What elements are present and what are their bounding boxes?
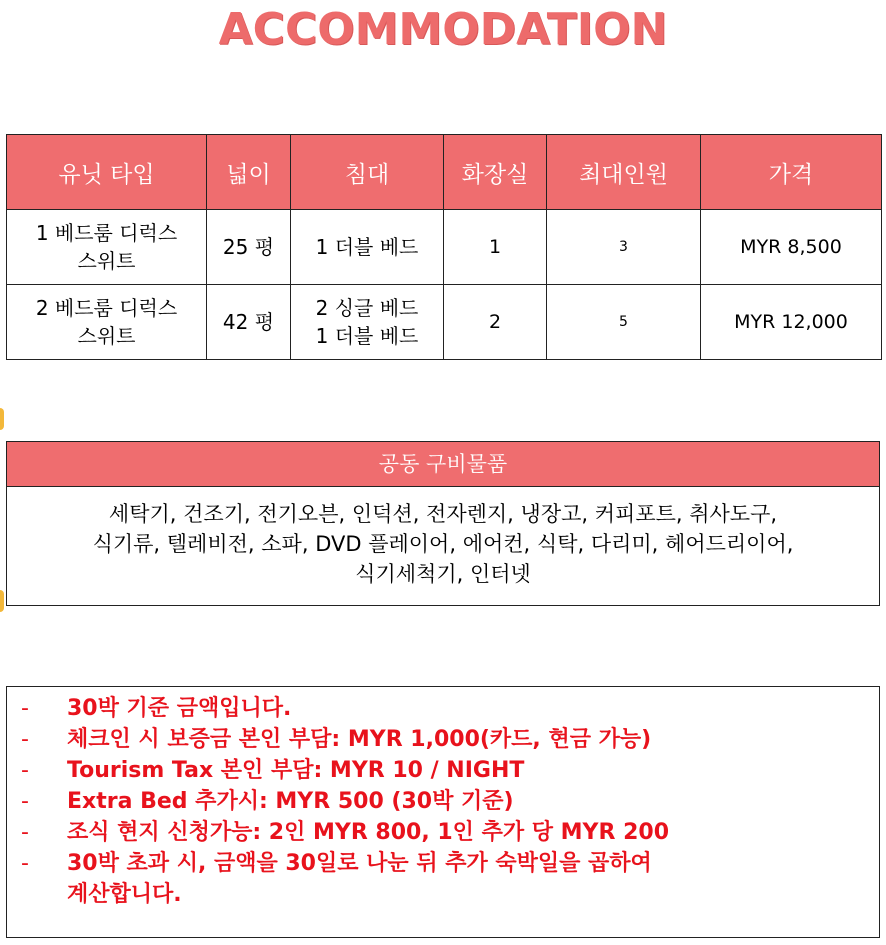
header-beds: 침대 — [291, 135, 444, 210]
amenities-line: 세탁기, 건조기, 전기오븐, 인덕션, 전자렌지, 냉장고, 커피포트, 취사도구, — [108, 502, 778, 526]
bed-line: 1 더블 베드 — [315, 324, 419, 348]
notes-list — [7, 687, 879, 910]
amenities-line: 식기류, 텔레비전, 소파, DVD 플레이어, 에어컨, 식탁, 다리미, 헤어드리이어, — [92, 532, 794, 556]
amenities-list — [7, 487, 879, 589]
decorative-accent — [0, 408, 4, 430]
bullet-dash: - — [21, 851, 29, 876]
cell-price: MYR 12,000 — [701, 285, 882, 360]
table-header-row — [7, 135, 882, 210]
bed-line: 1 더블 베드 — [315, 235, 419, 259]
unit-type-line: 스위트 — [77, 249, 136, 273]
cell-size: 42 평 — [207, 285, 291, 360]
header-size: 넓이 — [207, 135, 291, 210]
note-text: 30박 기준 금액입니다. — [67, 696, 292, 721]
cell-max-guests: 3 — [547, 210, 701, 285]
cell-unit-type — [7, 210, 207, 285]
header-price: 가격 — [701, 135, 882, 210]
note-item — [7, 693, 879, 724]
cell-beds — [291, 285, 444, 360]
table-row — [7, 285, 882, 360]
amenities-line: 식기세척기, 인터넷 — [355, 562, 531, 586]
table-row — [7, 210, 882, 285]
decorative-accent — [0, 590, 4, 612]
note-text: Extra Bed 추가시: MYR 500 (30박 기준) — [67, 789, 514, 814]
note-text: 체크인 시 보증금 본인 부담: MYR 1,000(카드, 현금 가능) — [67, 727, 652, 752]
header-bathrooms: 화장실 — [444, 135, 547, 210]
bullet-dash: - — [21, 820, 29, 845]
cell-size: 25 평 — [207, 210, 291, 285]
unit-type-line: 스위트 — [77, 324, 136, 348]
page-title: ACCOMMODATION — [218, 4, 668, 55]
note-text: 계산합니다. — [67, 882, 182, 907]
cell-price: MYR 8,500 — [701, 210, 882, 285]
note-item — [7, 817, 879, 848]
bullet-dash: - — [21, 696, 29, 721]
header-max-guests: 최대인원 — [547, 135, 701, 210]
bullet-dash: - — [21, 789, 29, 814]
cell-unit-type — [7, 285, 207, 360]
bed-line: 2 싱글 베드 — [315, 296, 419, 320]
note-item — [7, 848, 879, 910]
note-text: Tourism Tax 본인 부담: MYR 10 / NIGHT — [67, 758, 525, 783]
cell-beds — [291, 210, 444, 285]
amenities-box — [6, 441, 880, 606]
notes-box — [6, 686, 880, 938]
bullet-dash: - — [21, 758, 29, 783]
note-item — [7, 724, 879, 755]
note-text: 조식 현지 신청가능: 2인 MYR 800, 1인 추가 당 MYR 200 — [67, 820, 670, 845]
note-text: 30박 초과 시, 금액을 30일로 나눈 뒤 추가 숙박일을 곱하여 — [67, 851, 652, 876]
note-item — [7, 755, 879, 786]
amenities-heading: 공동 구비물품 — [7, 442, 879, 487]
unit-type-line: 1 베드룸 디럭스 — [35, 221, 178, 245]
bullet-dash: - — [21, 727, 29, 752]
unit-type-line: 2 베드룸 디럭스 — [35, 296, 178, 320]
cell-bathrooms: 2 — [444, 285, 547, 360]
cell-max-guests: 5 — [547, 285, 701, 360]
note-item — [7, 786, 879, 817]
header-unit-type: 유닛 타입 — [7, 135, 207, 210]
cell-bathrooms: 1 — [444, 210, 547, 285]
unit-table — [6, 134, 882, 360]
